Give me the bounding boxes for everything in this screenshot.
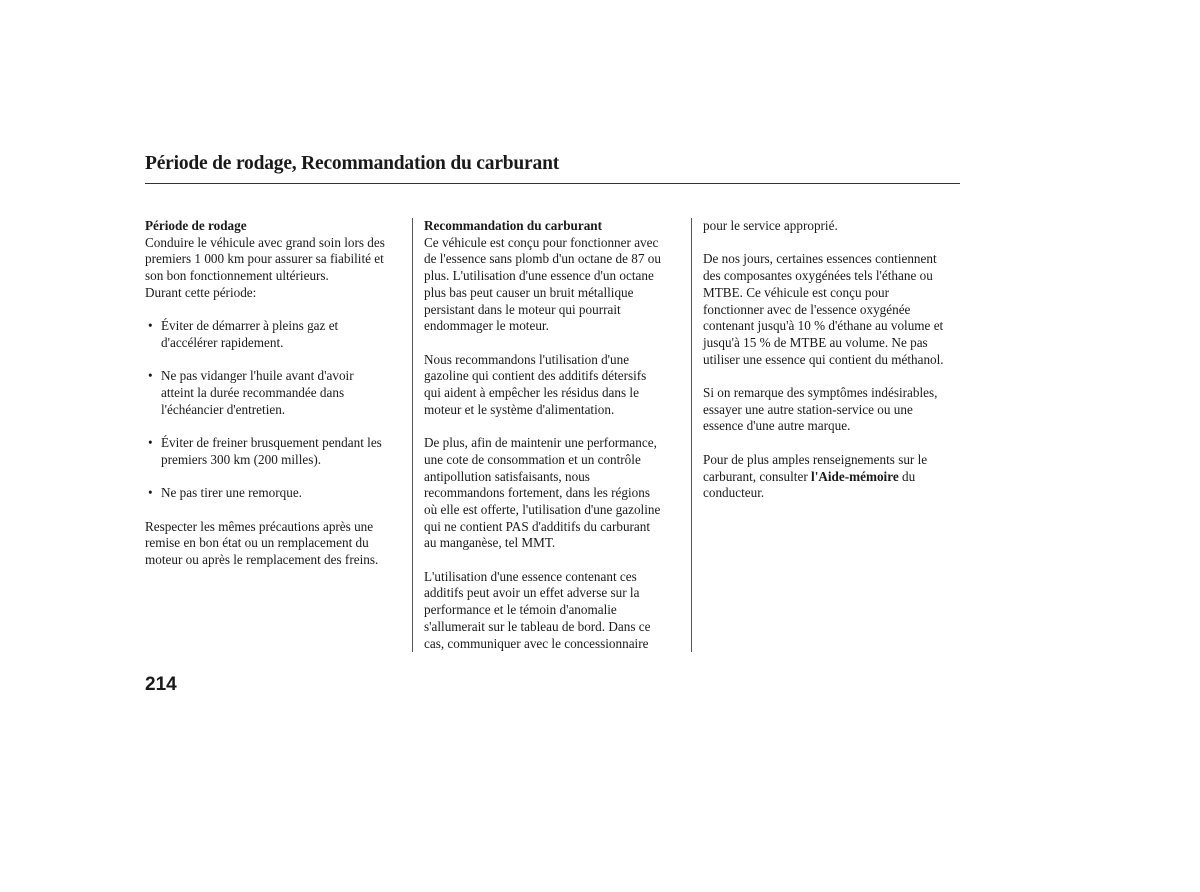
text-line: Éviter de freiner brusquement pendant les [161, 435, 382, 451]
text-fragment: carburant, consulter [703, 468, 812, 484]
text-line: une cote de consommation et un contrôle [424, 451, 641, 467]
text-line: Respecter les mêmes précautions après une [145, 518, 374, 534]
text-line: additifs peut avoir un effet adverse sur la [424, 585, 640, 601]
text-line: qui aident à empêcher les résidus dans le [424, 385, 639, 401]
text-line: Conduire le véhicule avec grand soin lors des [145, 234, 385, 250]
text-line: moteur ou après le remplacement des freins. [145, 551, 379, 567]
column-break-in [145, 218, 403, 569]
text-line: Ne pas tirer une remorque. [161, 485, 302, 501]
text-line: Ce véhicule est conçu pour fonctionner avec [424, 234, 659, 250]
text-line: jusqu'à 15 % de MTBE au volume. Ne pas [703, 334, 928, 350]
text-line: s'allumerait sur le tableau de bord. Dans ce [424, 618, 651, 634]
bullet-icon: • [148, 318, 153, 334]
section-heading-fuel: Recommandation du carburant [424, 218, 603, 233]
text-line: moteur et le système d'alimentation. [424, 401, 615, 417]
text-line: l'échéancier d'entretien. [161, 401, 286, 417]
bullet-item [145, 485, 403, 502]
text-line: pour le service approprié. [703, 218, 838, 233]
text-line: Si on remarque des symptômes indésirables, [703, 385, 938, 400]
text-line: Pour de plus amples renseignements sur le [703, 451, 928, 467]
bullet-item [145, 368, 403, 418]
bullet-icon: • [148, 435, 153, 451]
text-line: antipollution satisfaisants, nous [424, 468, 590, 484]
text-line: essence d'une autre marque. [703, 418, 851, 434]
text-line: premiers 1 000 km pour assurer sa fiabilité et [145, 251, 384, 267]
column-divider [691, 218, 692, 652]
page-number: 214 [145, 674, 177, 695]
column-divider [412, 218, 413, 652]
text-line: De nos jours, certaines essences contiennent [703, 251, 937, 267]
text-line: au manganèse, tel MMT. [424, 535, 556, 551]
text-line: son bon fonctionnement ultérieurs. [145, 268, 329, 284]
text-fragment: du [898, 468, 916, 484]
text-line: De plus, afin de maintenir une performance, [424, 435, 657, 451]
text-line: cas, communiquer avec le concessionnaire [424, 635, 649, 651]
text-line: plus. L'utilisation d'une essence d'un octane [424, 268, 654, 284]
text-line: persistant dans le moteur qui pourrait [424, 301, 621, 317]
section-heading-break-in: Période de rodage [145, 218, 247, 233]
text-line: L'utilisation d'une essence contenant ces [424, 568, 637, 584]
bullet-item [145, 318, 403, 351]
text-line: où elle est offerte, l'utilisation d'une gazoline [424, 501, 661, 517]
text-line: endommager le moteur. [424, 318, 549, 334]
text-line: recommandons fortement, dans les régions [424, 485, 650, 501]
text-line: d'accélérer rapidement. [161, 334, 284, 350]
bullet-icon: • [148, 368, 153, 384]
text-line: atteint la durée recommandée dans [161, 385, 345, 400]
text-line: de l'essence sans plomb d'un octane de 87 ou [424, 251, 661, 267]
text-line: Nous recommandons l'utilisation d'une [424, 351, 630, 367]
owners-guide-reference: l'Aide-mémoire [811, 468, 899, 484]
text-line: Éviter de démarrer à pleins gaz et [161, 318, 339, 334]
bullet-icon: • [148, 485, 153, 501]
text-line-with-reference [703, 469, 965, 486]
text-line: Ne pas vidanger l'huile avant d'avoir [161, 368, 354, 384]
text-line: essayer une autre station-service ou une [703, 401, 913, 417]
text-line: gazoline qui contient des additifs détersifs [424, 368, 647, 384]
text-line: qui ne contient PAS d'additifs du carburant [424, 518, 651, 534]
text-line: fonctionner avec de l'essence oxygénée [703, 301, 911, 317]
text-line: Durant cette période: [145, 284, 257, 300]
text-line: performance et le témoin d'anomalie [424, 602, 617, 618]
text-line: premiers 300 km (200 milles). [161, 451, 322, 467]
text-line: conducteur. [703, 485, 765, 501]
column-fuel-recommendation [424, 218, 686, 652]
text-line: remise en bon état ou un remplacement du [145, 535, 369, 551]
text-line: MTBE. Ce véhicule est conçu pour [703, 284, 890, 300]
text-line: utiliser une essence qui contient du méthanol. [703, 351, 944, 367]
text-line: plus bas peut causer un bruit métallique [424, 284, 634, 300]
text-line: des composantes oxygénées tels l'éthane ou [703, 268, 933, 284]
text-line: contenant jusqu'à 10 % d'éthane au volume et [703, 318, 944, 334]
title-rule [145, 183, 960, 184]
bullet-item [145, 435, 403, 468]
column-fuel-continued [703, 218, 965, 502]
page-title: Période de rodage, Recommandation du carburant [145, 153, 560, 174]
